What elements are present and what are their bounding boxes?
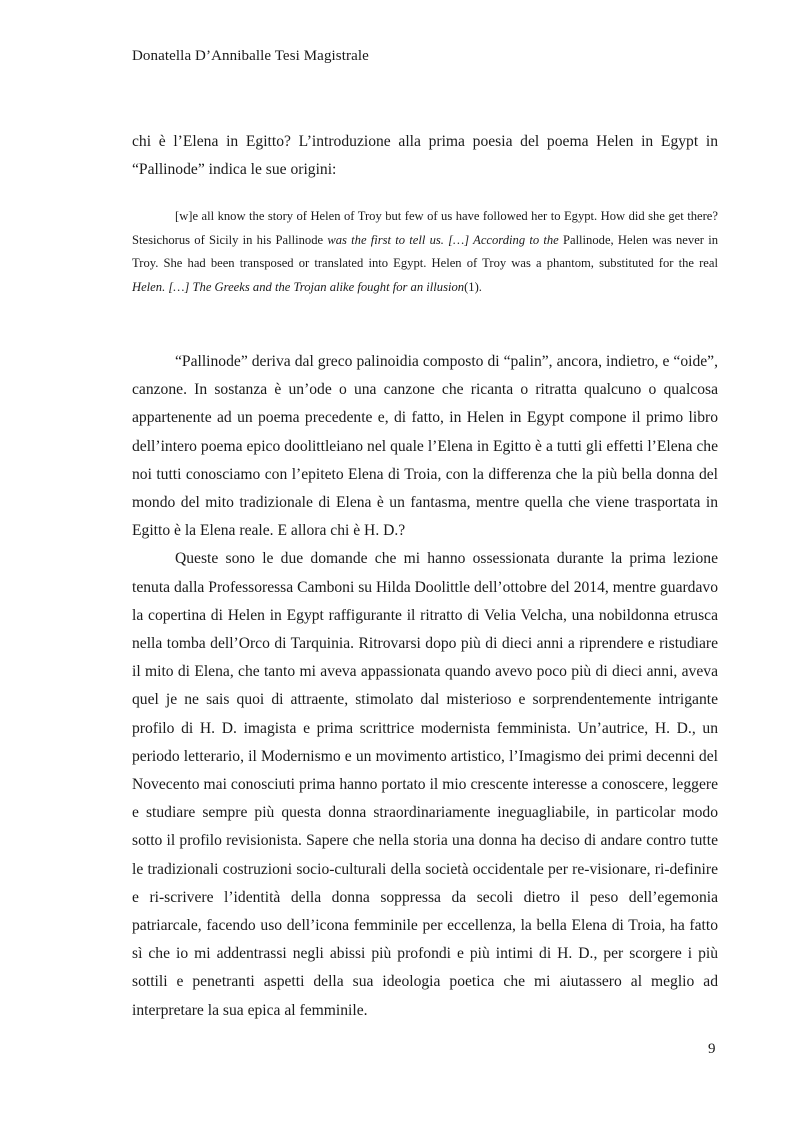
quote-segment-1: [w]e all know the story of Helen of Troy but few of us have followed her to Egypt. How did she get there? Stesichorus of Sicily in his [132,209,718,247]
intro-paragraph: chi è l’Elena in Egitto? L’introduzione alla prima poesia del poema Helen in Egypt in “Pallinode” indica le sue origini: [132,133,718,179]
page-number: 9 [708,1041,716,1057]
intro-section [132,128,718,184]
block-quote-text [132,205,718,299]
block-quote [132,205,718,299]
body-paragraph-2: Queste sono le due domande che mi hanno ossessionata durante la prima lezione tenuta dalla Professoressa Camboni su Hilda Doolittle dell’ottobre del 2014, mentre guardavo la copertina di Helen in Egypt raffigurante il ritratto di Velia Velcha, una nobildonna etrusca nella tomba dell’Orco di Tarquinia. Ritrovarsi dopo più di dieci anni a riprendere e ristudiare il mito di Elena, che tanto mi aveva appassionata quando avevo poco più di dieci anni, aveva quel je ne sais quoi di attraente, stimolato dal misterioso e sorprendentemente intrigante profilo di H. D. imagista e prima scrittrice modernista femminista. Un’autrice, H. D., un periodo letterario, il Modernismo e un movimento artistico, l’Imagismo dei primi decenni del Novecento mai conosciuti prima hanno portato il mio crescente interesse a conoscere, leggere e studiare sempre più questa donna straordinariamente ineguagliabile, in particolar modo sotto il profilo revisionista. Sapere che nella storia una donna ha deciso di andare contro tutte le tradizionali costruzioni socio-culturali della società occidentale per re-visionare, ri-definire e ri-scrivere l’identità della donna soppressa da secoli dietro il peso dell’egemonia patriarcale, facendo uso dell’icona femminile per eccellenza, la bella Elena di Troia, ha fatto sì che io mi addentrassi negli abissi più profondi e più intimi di H. D., per scorgere i più sottili e penetranti aspetti della sua ideologia poetica che mi aiutassero al meglio ad interpretare la sua epica al femminile. [132,550,718,1019]
quote-title-pallinode: Pallinode [275,232,324,247]
quote-segment-italic-2: Helen. […] The Greeks and the Trojan alike fought for an illusion [132,279,465,294]
body-paragraph-1: “Pallinode” deriva dal greco palinoidia composto di “palin”, ancora, indietro, e “oide”, canzone. In sostanza è un’ode o una canzone che ricanta o ritratta qualcuno o qualcosa appartenente ad un poema precedente e, di fatto, in Helen in Egypt compone il primo libro dell’intero poema epico doolittleiano nel quale l’Elena in Egitto è a tutti gli effetti l’Elena che noi tutti conosciamo con l’epiteto Elena di Troia, con la differenza che la più bella donna del mondo del mito tradizionale di Elena è un fantasma, mentre quella che viene trasportata in Egitto è la Elena reale. E allora chi è H. D.? [132,353,718,540]
quote-footnote-ref: (1). [464,279,482,294]
running-header: Donatella D’Anniballe Tesi Magistrale [132,48,369,64]
quote-segment-2: , Helen was never in Troy. She had been transposed or translated into Egypt. Helen of Troy was a phantom, substituted for the real [132,232,718,271]
quote-segment-italic-1: was the first to tell us. […] According to the [323,232,563,247]
quote-title-pallinode-2: Pallinode [562,232,611,247]
main-body [132,348,718,1025]
